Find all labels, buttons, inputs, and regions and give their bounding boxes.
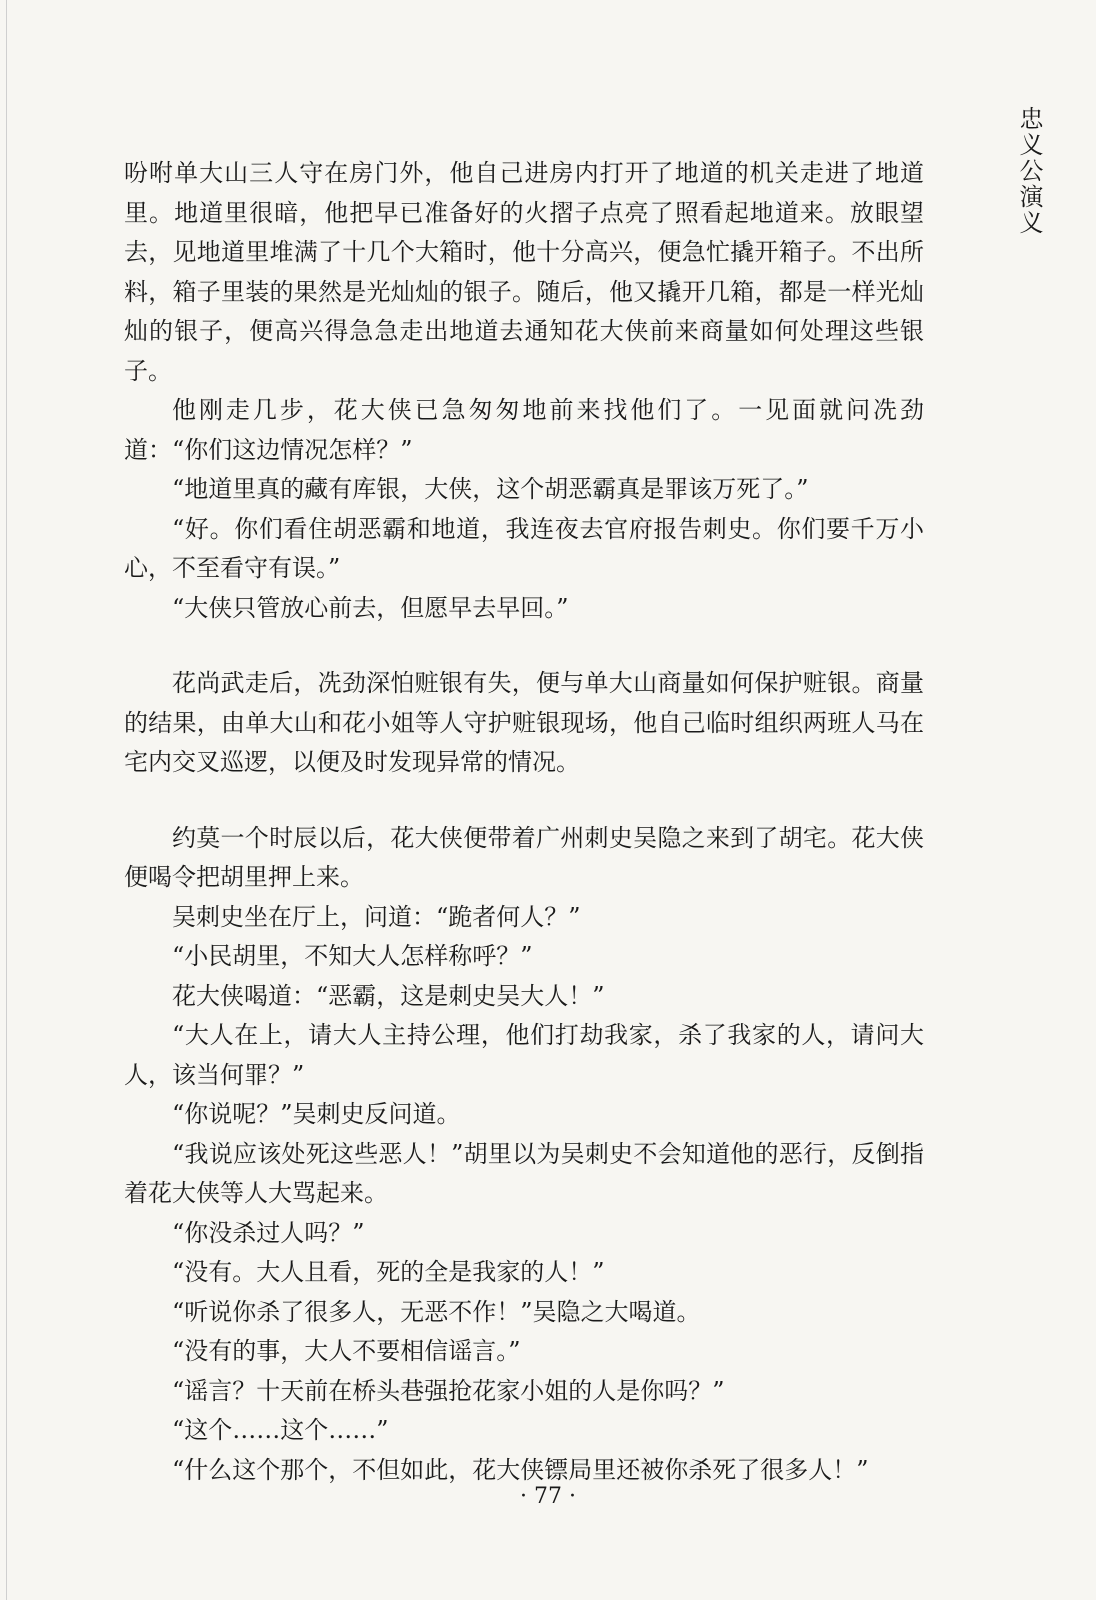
paragraph: 吴刺史坐在厅上，问道：“跪者何人？” [172,902,581,931]
text-body [124,154,924,1490]
section-gap [124,783,924,819]
section-gap [124,628,924,664]
paragraph: “地道里真的藏有库银，大侠，这个胡恶霸真是罪该万死了。” [172,475,809,503]
paragraph: “你说呢？”吴刺史反问道。 [172,1100,461,1128]
paragraph: “好。你们看住胡恶霸和地道，我连夜去官府报告刺史。你们要千万小心，不至看守有误。” [124,514,924,582]
paragraph: “大人在上，请大人主持公理，他们打劫我家，杀了我家的人，请问大人，该当何罪？” [124,1021,924,1089]
paragraph: “我说应该处死这些恶人！”胡里以为吴刺史不会知道他的恶行，反倒指着花大侠等人大骂起来。 [124,1139,924,1207]
paragraph: “大侠只管放心前去，但愿早去早回。” [172,593,569,622]
paragraph: “没有。大人且看，死的全是我家的人！” [172,1258,605,1286]
paragraph: 吩咐单大山三人守在房门外，他自己进房内打开了地道的机关走进了地道里。地道里很暗，他把早已准备好的火摺子点亮了照看起地道来。放眼望去，见地道里堆满了十几个大箱时，他十分高兴，便急忙撬开箱子。不出所料，箱子里装的果然是光灿灿的银子。随后，他又撬开几箱，都是一样光灿灿的银子，便高兴得急急走出地道去通知花大侠前来商量如何处理这些银子。 [124,159,924,385]
paragraph: “你没杀过人吗？” [172,1218,365,1247]
paragraph: “什么这个那个，不但如此，花大侠镖局里还被你杀死了很多人！” [172,1455,869,1484]
paragraph: “谣言？十天前在桥头巷强抢花家小姐的人是你吗？” [172,1376,725,1405]
scan-edge-line [6,0,7,1600]
paragraph: “听说你杀了很多人，无恶不作！”吴隐之大喝道。 [172,1297,701,1326]
paragraph: “没有的事，大人不要相信谣言。” [172,1337,521,1365]
paragraph: 约莫一个时辰以后，花大侠便带着广州刺史吴隐之来到了胡宅。花大侠便喝令把胡里押上来。 [124,823,924,891]
paragraph: “这个……这个……” [172,1416,389,1444]
paragraph: 花大侠喝道：“恶霸，这是刺史吴大人！” [172,981,605,1010]
page-number: · 77 · [520,1484,576,1509]
paragraph: 花尚武走后，冼劲深怕赃银有失，便与单大山商量如何保护赃银。商量的结果，由单大山和花小姐等人守护赃银现场，他自己临时组织两班人马在宅内交叉巡逻，以便及时发现异常的情况。 [124,669,924,776]
paragraph: “小民胡里，不知大人怎样称呼？” [172,942,533,970]
running-title: 忠义公演义 [1015,106,1043,236]
paragraph: 他刚走几步，花大侠已急匆匆地前来找他们了。一见面就问冼劲道：“你们这边情况怎样？” [124,396,924,464]
